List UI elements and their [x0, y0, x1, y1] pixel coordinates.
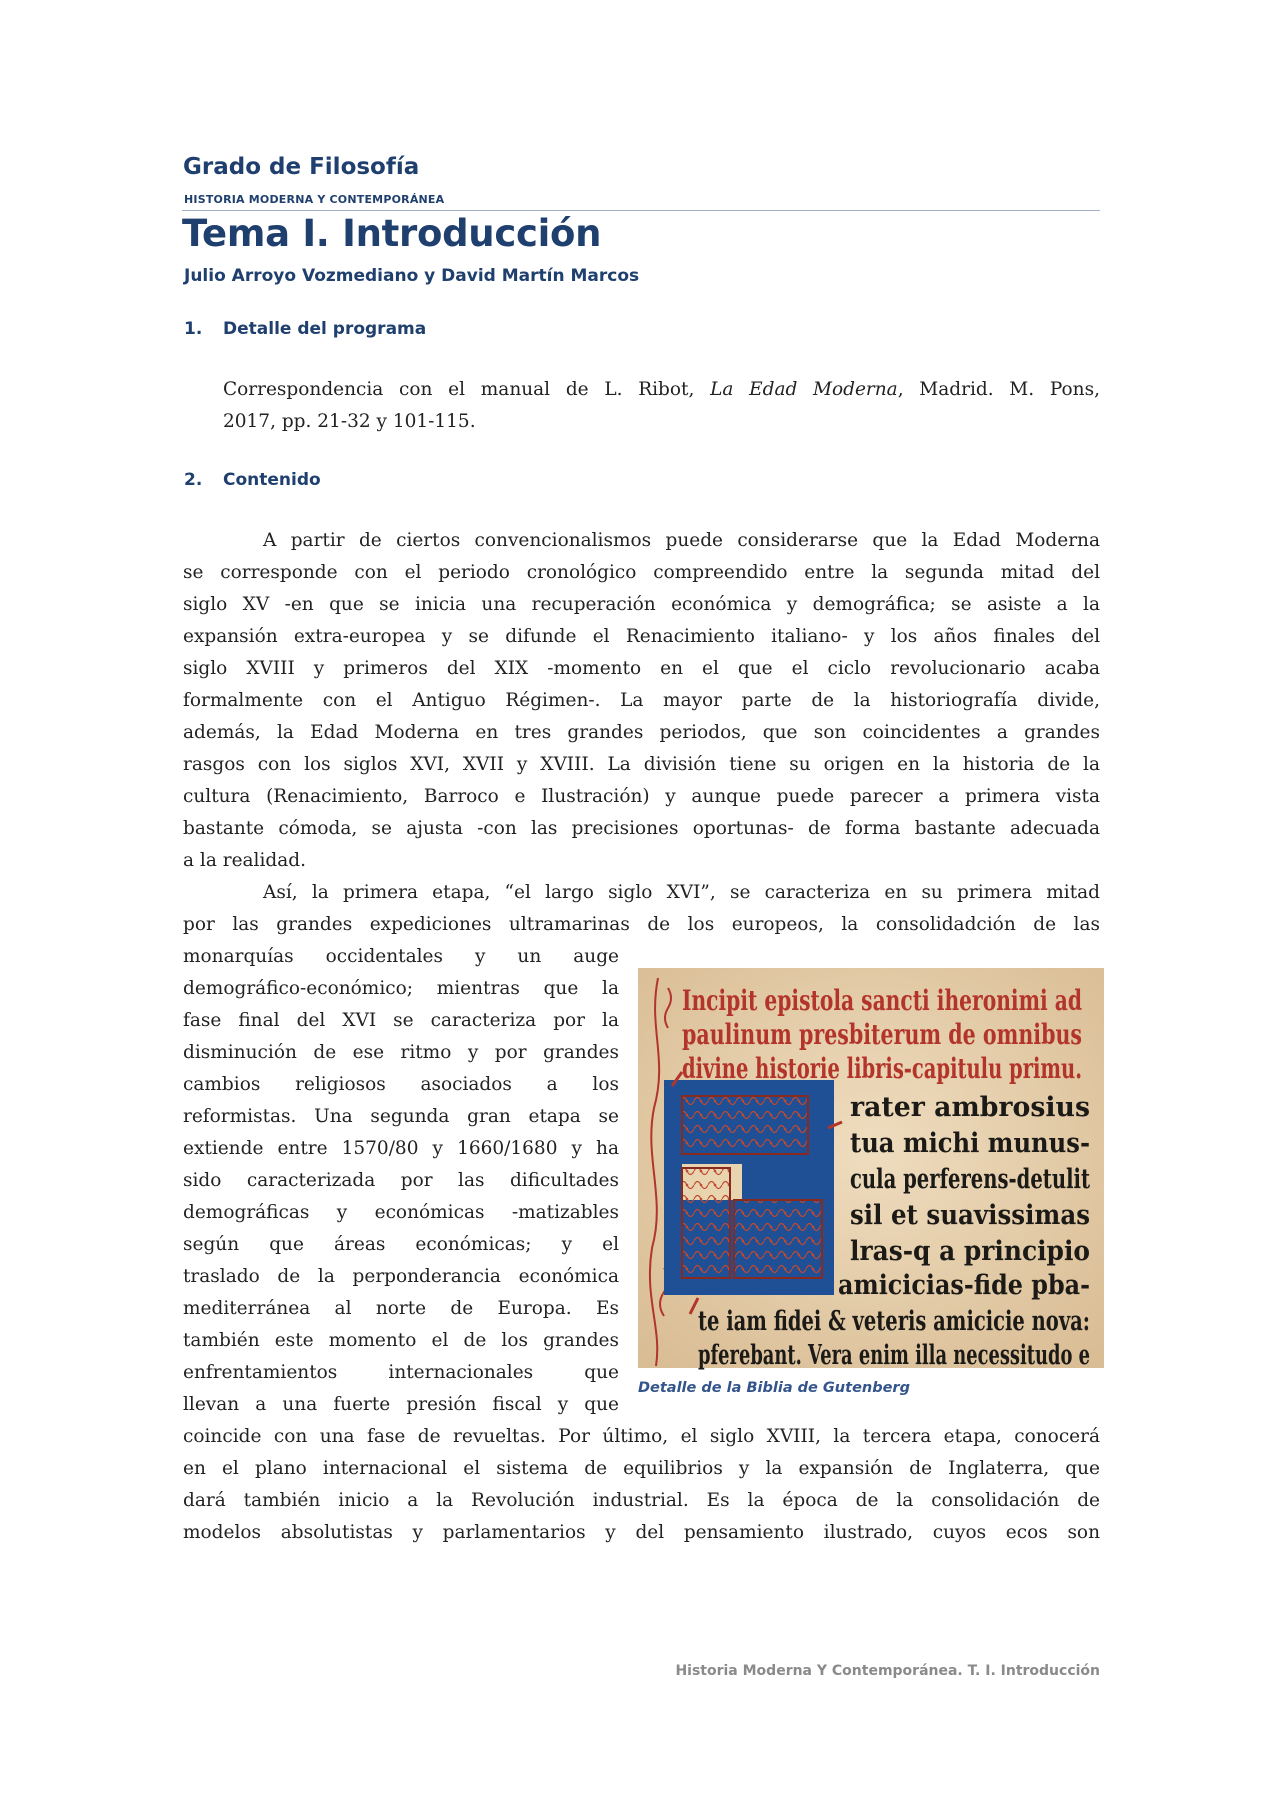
text-line: monarquías occidentales y un auge [183, 946, 619, 967]
text-line: modelos absolutistas y parlamentarios y del pensamiento ilustrado, cuyos ecos son [183, 1522, 1100, 1543]
text-line: también este momento el de los grandes [183, 1330, 619, 1351]
text-line: en el plano internacional el sistema de equilibrios y la expansión de Inglaterra, que [183, 1458, 1100, 1479]
text-line: a la realidad. [183, 850, 306, 871]
text-line: dará también inicio a la Revolución industrial. Es la época de la consolidación de [183, 1490, 1100, 1511]
figure-caption: Detalle de la Biblia de Gutenberg [638, 1380, 910, 1396]
text-line: demográficas y económicas -matizables [183, 1202, 619, 1223]
manuscript-line: te iam fidei & veteris amicicie nova: [698, 1306, 1090, 1337]
text-line: siglo XVIII y primeros del XIX -momento en el que el ciclo revolucionario acaba [183, 658, 1100, 679]
text-line: demográfico-económico; mientras que la [183, 978, 619, 999]
section-heading-programa [184, 319, 426, 339]
reference-line: 2017, pp. 21-32 y 101-115. [223, 411, 476, 432]
section-title: Contenido [223, 470, 321, 490]
text-line: siglo XV -en que se inicia una recuperación económica y demográfica; se asiste a la [183, 594, 1100, 615]
text-line: mediterránea al norte de Europa. Es [183, 1298, 619, 1319]
manuscript-line: lras-q a principio [850, 1236, 1090, 1267]
text-line: además, la Edad Moderna en tres grandes periodos, que son coincidentes a grandes [183, 722, 1100, 743]
reference-book-title: La Edad Moderna [710, 379, 898, 400]
section-number: 1. [184, 319, 203, 339]
reference-text: Correspondencia con el manual de L. Ribot, [223, 379, 695, 400]
manuscript-line: Incipit epistola sancti iheronimi ad [682, 984, 1082, 1017]
text-line: A partir de ciertos convencionalismos puede considerarse que la Edad Moderna [263, 530, 1100, 551]
text-line: cambios religiosos asociados a los [183, 1074, 619, 1095]
manuscript-line: paulinum presbiterum de omnibus [682, 1018, 1082, 1051]
text-line: por las grandes expediciones ultramarinas de los europeos, la consolidadción de las [183, 914, 1100, 935]
illuminated-initial [664, 1072, 842, 1314]
manuscript-line: amicicias-fide pba- [838, 1270, 1090, 1301]
manuscript-line: rater ambrosius [850, 1092, 1090, 1123]
reference-text-end: , Madrid. M. Pons, [897, 379, 1100, 400]
text-line: según que áreas económicas; y el [183, 1234, 619, 1255]
manuscript-line: tua michi munus- [850, 1128, 1090, 1159]
text-line: se corresponde con el periodo cronológico compreendido entre la segunda mitad del [183, 562, 1100, 583]
text-line: llevan a una fuerte presión fiscal y que [183, 1394, 619, 1415]
header-divider [182, 210, 1100, 211]
subject-label: HISTORIA MODERNA Y CONTEMPORÁNEA [184, 193, 445, 206]
manuscript-line: cula perferens-detulit [850, 1164, 1091, 1195]
manuscript-illustration [638, 968, 1104, 1371]
text-line: coincide con una fase de revueltas. Por último, el siglo XVIII, la tercera etapa, conocerá [183, 1426, 1100, 1447]
section-heading-contenido [184, 470, 321, 490]
text-line: disminución de ese ritmo y por grandes [183, 1042, 619, 1063]
manuscript-line: divine historie libris-capitulu primu. [682, 1052, 1082, 1085]
text-line: Así, la primera etapa, “el largo siglo XVI”, se caracteriza en su primera mitad [263, 882, 1100, 903]
manuscript-line: sil et suavissimas [850, 1200, 1090, 1231]
text-line: cultura (Renacimiento, Barroco e Ilustración) y aunque puede parecer a primera vista [183, 786, 1100, 807]
text-line: fase final del XVI se caracteriza por la [183, 1010, 619, 1031]
text-line: extiende entre 1570/80 y 1660/1680 y ha [183, 1138, 619, 1159]
reference-line [223, 374, 1100, 406]
text-line: sido caracterizada por las dificultades [183, 1170, 619, 1191]
authors: Julio Arroyo Vozmediano y David Martín Marcos [184, 266, 640, 286]
text-line: bastante cómoda, se ajusta -con las precisiones oportunas- de forma bastante adecuada [183, 818, 1100, 839]
manuscript-line: pferebant. Vera enim illa necessitudo e [698, 1340, 1090, 1371]
page-title: Tema I. Introducción [182, 212, 602, 255]
text-line: enfrentamientos internacionales que [183, 1362, 619, 1383]
text-line: traslado de la perponderancia económica [183, 1266, 619, 1287]
program-title: Grado de Filosofía [183, 154, 420, 180]
text-line: rasgos con los siglos XVI, XVII y XVIII. La división tiene su origen en la historia de la [183, 754, 1100, 775]
gutenberg-bible-image [638, 968, 1104, 1371]
text-line: expansión extra-europea y se difunde el Renacimiento italiano- y los años finales del [183, 626, 1100, 647]
text-line: reformistas. Una segunda gran etapa se [183, 1106, 619, 1127]
section-number: 2. [184, 470, 203, 490]
text-line: formalmente con el Antiguo Régimen-. La mayor parte de la historiografía divide, [183, 690, 1100, 711]
page-footer: Historia Moderna Y Contemporánea. T. I. Introducción [675, 1663, 1100, 1679]
section-title: Detalle del programa [223, 319, 427, 339]
